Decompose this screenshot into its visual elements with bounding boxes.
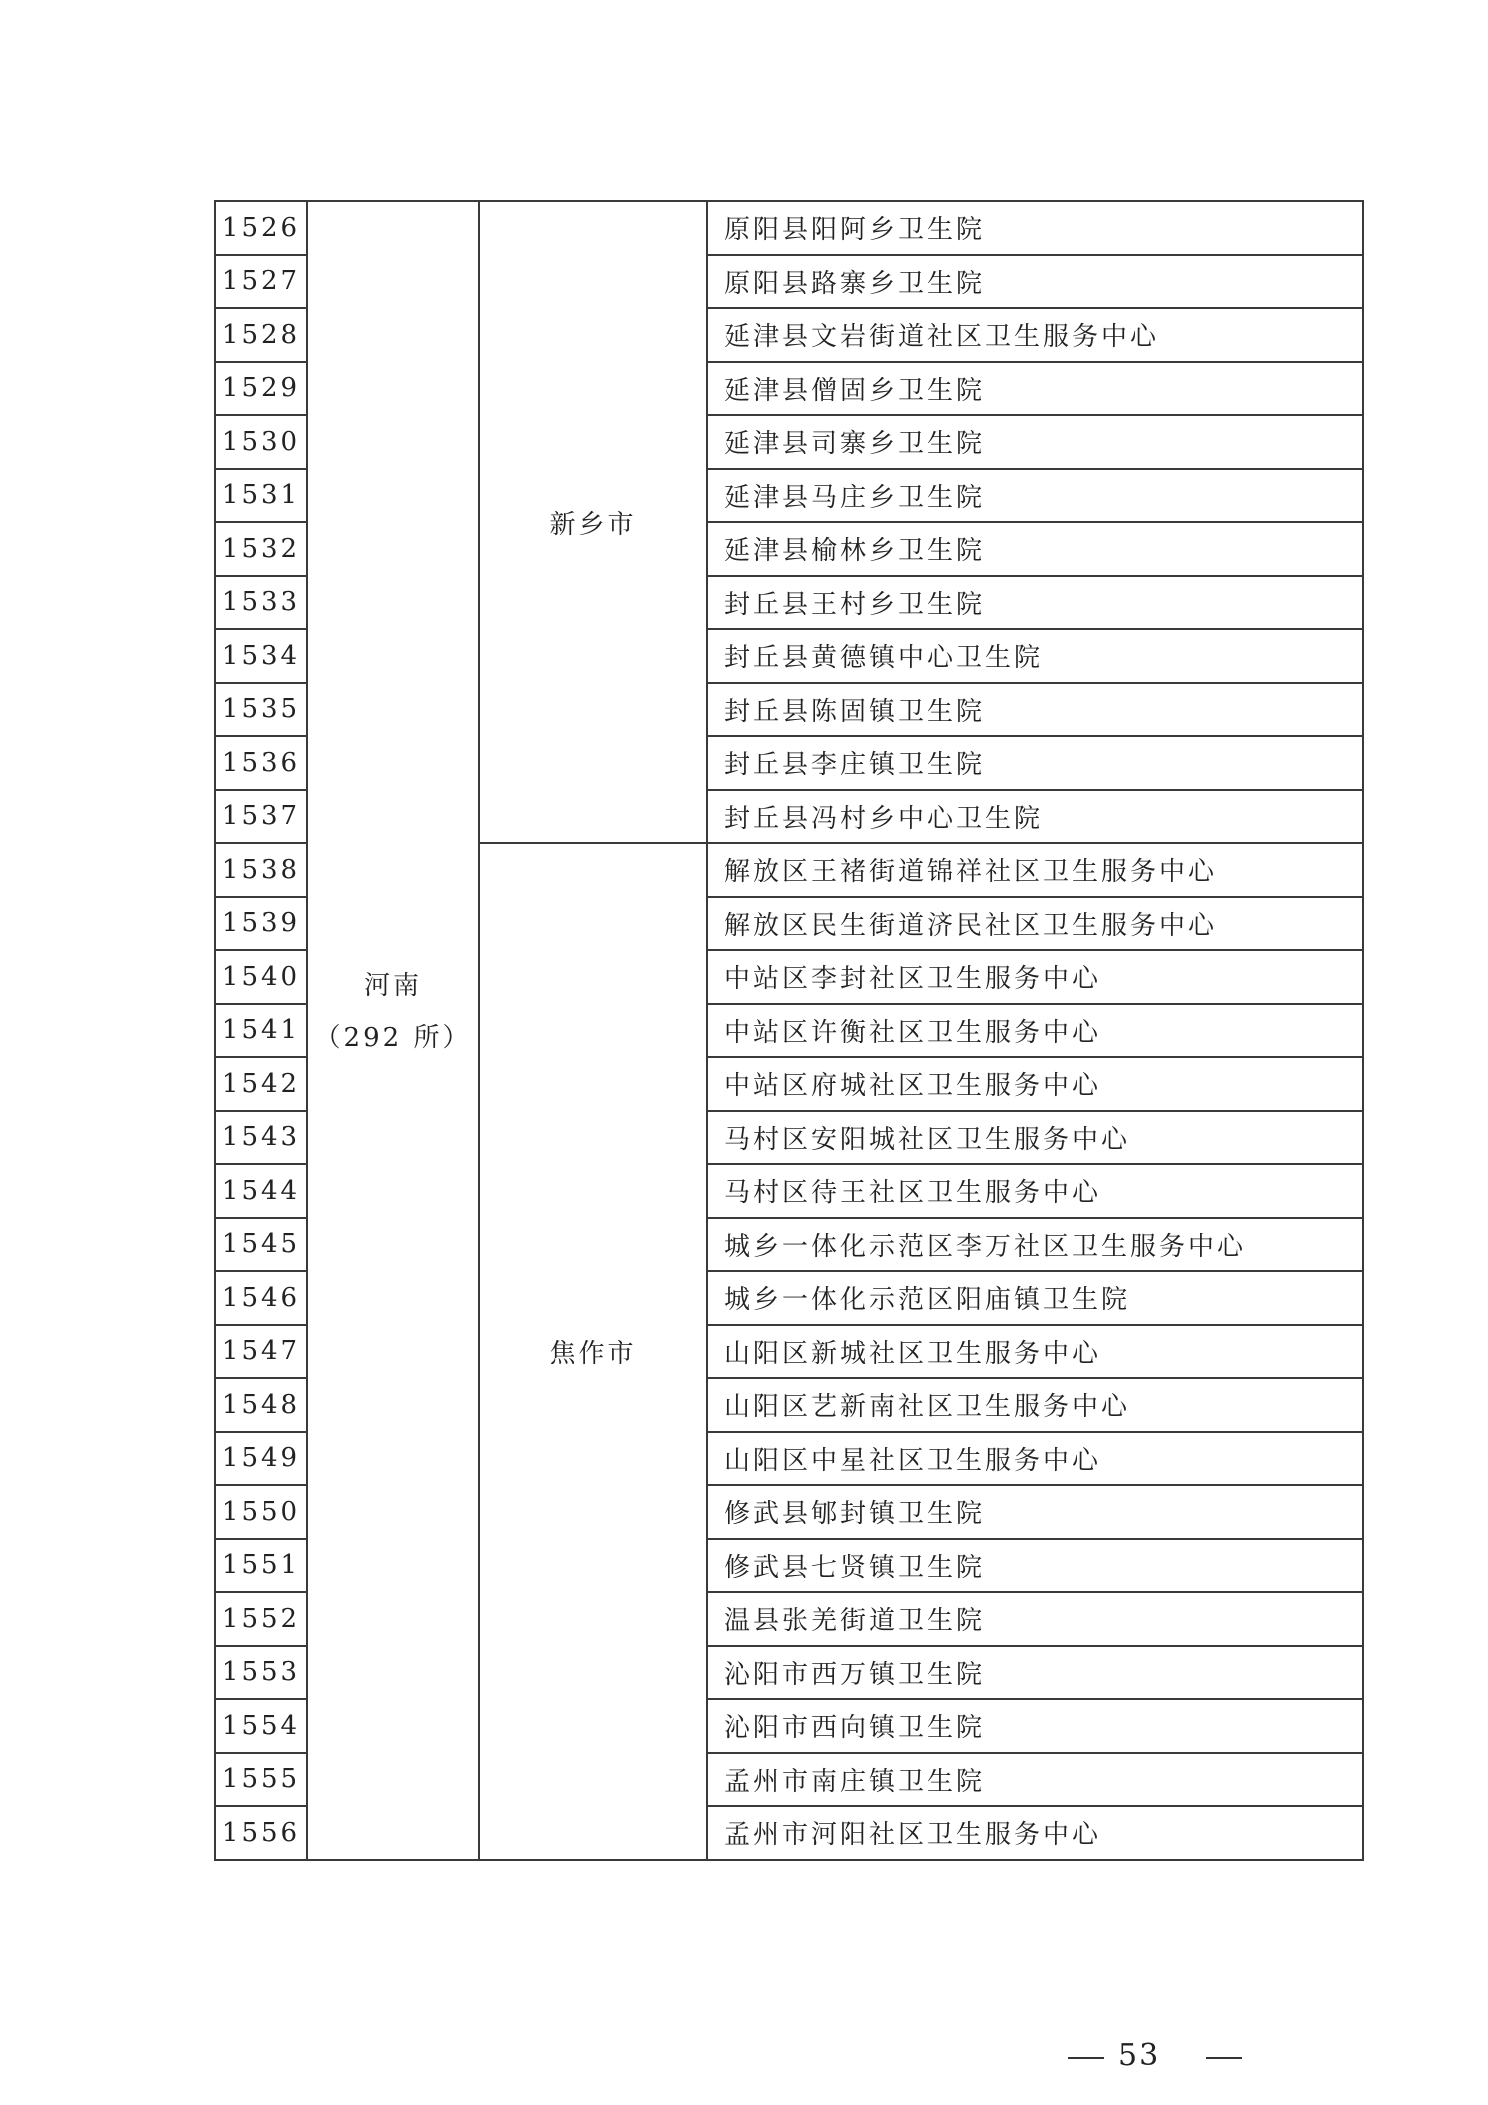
institution-name: 延津县僧固乡卫生院 xyxy=(707,362,1363,416)
row-number: 1541 xyxy=(215,1004,307,1058)
institution-table xyxy=(214,200,1364,1861)
province-cell xyxy=(307,201,479,1860)
institution-name: 封丘县黄德镇中心卫生院 xyxy=(707,629,1363,683)
row-number: 1534 xyxy=(215,629,307,683)
province-name: 河南 xyxy=(363,971,422,1002)
row-number: 1528 xyxy=(215,308,307,362)
institution-name: 原阳县阳阿乡卫生院 xyxy=(707,201,1363,255)
row-number: 1544 xyxy=(215,1164,307,1218)
institution-name: 马村区安阳城社区卫生服务中心 xyxy=(707,1111,1363,1165)
row-number: 1526 xyxy=(215,201,307,255)
row-number: 1547 xyxy=(215,1325,307,1379)
institution-name: 延津县榆林乡卫生院 xyxy=(707,522,1363,576)
row-number: 1527 xyxy=(215,255,307,309)
table-row xyxy=(215,201,1363,255)
page-number: 53 xyxy=(1118,2038,1161,2073)
institution-name: 沁阳市西向镇卫生院 xyxy=(707,1699,1363,1753)
row-number: 1546 xyxy=(215,1271,307,1325)
institution-name: 山阳区中星社区卫生服务中心 xyxy=(707,1432,1363,1486)
city-cell: 新乡市 xyxy=(479,201,707,843)
institution-name: 封丘县陈固镇卫生院 xyxy=(707,683,1363,737)
institution-name: 城乡一体化示范区阳庙镇卫生院 xyxy=(707,1271,1363,1325)
row-number: 1545 xyxy=(215,1218,307,1272)
institution-name: 马村区待王社区卫生服务中心 xyxy=(707,1164,1363,1218)
institution-name: 温县张羌街道卫生院 xyxy=(707,1592,1363,1646)
row-number: 1543 xyxy=(215,1111,307,1165)
institution-name: 延津县马庄乡卫生院 xyxy=(707,469,1363,523)
row-number: 1551 xyxy=(215,1539,307,1593)
row-number: 1533 xyxy=(215,576,307,630)
institution-name: 封丘县冯村乡中心卫生院 xyxy=(707,790,1363,844)
row-number: 1539 xyxy=(215,897,307,951)
institution-name: 沁阳市西万镇卫生院 xyxy=(707,1646,1363,1700)
row-number: 1555 xyxy=(215,1753,307,1807)
institution-name: 修武县七贤镇卫生院 xyxy=(707,1539,1363,1593)
province-count: （292 所） xyxy=(314,1023,472,1054)
row-number: 1535 xyxy=(215,683,307,737)
institution-name: 解放区民生街道济民社区卫生服务中心 xyxy=(707,897,1363,951)
row-number: 1540 xyxy=(215,950,307,1004)
institution-name: 延津县司寨乡卫生院 xyxy=(707,415,1363,469)
institution-name: 中站区许衡社区卫生服务中心 xyxy=(707,1004,1363,1058)
institution-name: 原阳县路寨乡卫生院 xyxy=(707,255,1363,309)
institution-name: 中站区府城社区卫生服务中心 xyxy=(707,1057,1363,1111)
row-number: 1537 xyxy=(215,790,307,844)
page-dash-right xyxy=(1206,2057,1242,2059)
row-number: 1530 xyxy=(215,415,307,469)
institution-name: 修武县郇封镇卫生院 xyxy=(707,1485,1363,1539)
page-dash-left xyxy=(1068,2057,1104,2059)
institution-name: 延津县文岩街道社区卫生服务中心 xyxy=(707,308,1363,362)
row-number: 1538 xyxy=(215,843,307,897)
institution-name: 封丘县王村乡卫生院 xyxy=(707,576,1363,630)
row-number: 1549 xyxy=(215,1432,307,1486)
institution-name: 孟州市南庄镇卫生院 xyxy=(707,1753,1363,1807)
institution-name: 封丘县李庄镇卫生院 xyxy=(707,736,1363,790)
institution-name: 解放区王褚街道锦祥社区卫生服务中心 xyxy=(707,843,1363,897)
row-number: 1554 xyxy=(215,1699,307,1753)
row-number: 1542 xyxy=(215,1057,307,1111)
row-number: 1536 xyxy=(215,736,307,790)
row-number: 1556 xyxy=(215,1806,307,1860)
institution-name: 山阳区新城社区卫生服务中心 xyxy=(707,1325,1363,1379)
row-number: 1529 xyxy=(215,362,307,416)
row-number: 1531 xyxy=(215,469,307,523)
province-label xyxy=(308,960,478,1064)
row-number: 1550 xyxy=(215,1485,307,1539)
city-cell: 焦作市 xyxy=(479,843,707,1860)
row-number: 1553 xyxy=(215,1646,307,1700)
institution-name: 中站区李封社区卫生服务中心 xyxy=(707,950,1363,1004)
row-number: 1548 xyxy=(215,1378,307,1432)
row-number: 1552 xyxy=(215,1592,307,1646)
institution-name: 山阳区艺新南社区卫生服务中心 xyxy=(707,1378,1363,1432)
institution-name: 城乡一体化示范区李万社区卫生服务中心 xyxy=(707,1218,1363,1272)
row-number: 1532 xyxy=(215,522,307,576)
institution-name: 孟州市河阳社区卫生服务中心 xyxy=(707,1806,1363,1860)
